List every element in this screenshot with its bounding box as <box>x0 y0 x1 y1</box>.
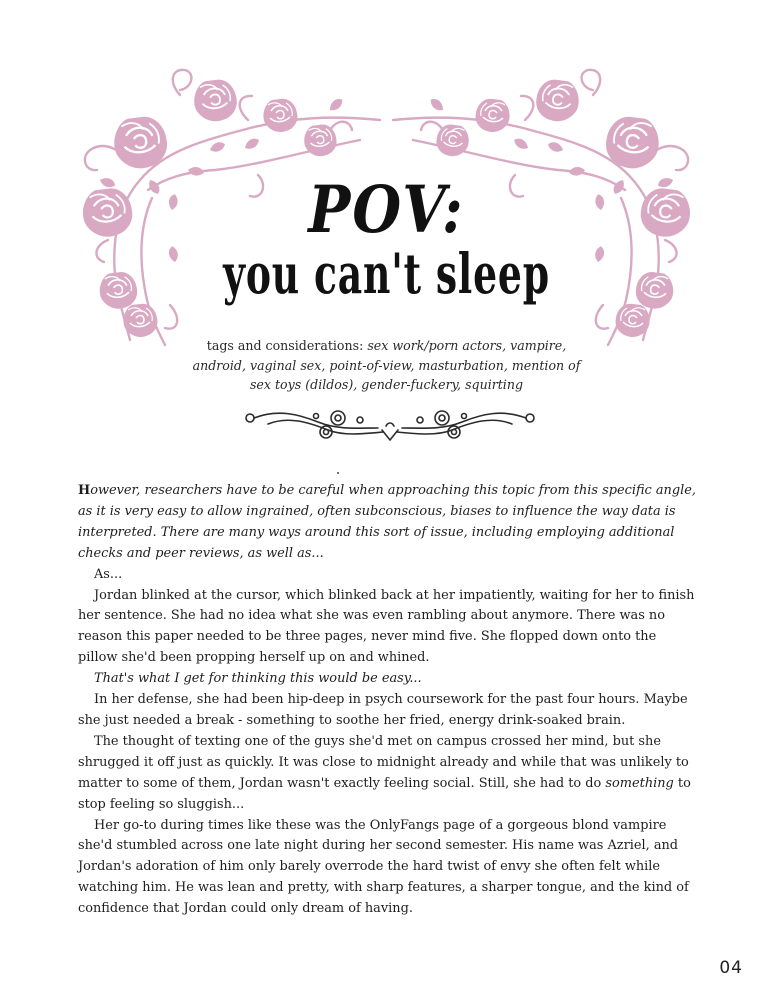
page-title: POV: <box>308 172 465 248</box>
tags-label: tags and considerations: <box>206 338 368 353</box>
story-paragraph-4: That's what I get for thinking this would be easy... <box>94 671 422 687</box>
flourish-divider-icon <box>238 404 542 442</box>
drop-cap: H <box>78 483 91 498</box>
story-paragraph-1: However, researchers have to be careful when approaching this topic from this specific angle, as it is very easy to allow ingrained, often subconscious, biases to influence the way data is interpreted. There are many ways around this sort of issue, including employing additional checks and peer reviews, as well as... <box>78 483 696 561</box>
story-body <box>78 481 696 920</box>
story-paragraph-2: As... <box>94 566 123 582</box>
story-paragraph-5: In her defense, she had been hip-deep in psych coursework for the past four hours. Maybe she just needed a break - something to soothe her fried, energy drink-soaked brain. <box>78 692 688 728</box>
title-block <box>0 172 773 307</box>
tags-list: sex work/porn actors, vampire, android, vaginal sex, point-of-view, masturbation, mention of sex toys (dildos), gender-fuckery, squirting <box>192 338 581 392</box>
emphasis-text: something <box>605 775 674 791</box>
content-tags <box>185 336 588 395</box>
story-paragraph-7: Her go-to during times like these was the OnlyFangs page of a gorgeous blond vampire she'd stumbled across one late night during her second semester. His name was Azriel, and Jordan's adoration of him only barely overrode the hard twist of envy she often felt while watching him. He was lean and pretty, with sharp features, a sharper tongue, and the kind of confidence that Jordan could only dream of having. <box>78 817 689 917</box>
story-paragraph-3: Jordan blinked at the cursor, which blinked back at her impatiently, waiting for her to finish her sentence. She had no idea what she was even rambling about anymore. There was no reason this paper needed to be three pages, never mind five. She flopped down onto the pillow she'd been propping herself up on and whined. <box>78 587 695 666</box>
story-paragraph-6: The thought of texting one of the guys she'd met on campus crossed her mind, but she shrugged it off just as quickly. It was close to midnight already and while that was unlikely to matter to some of them, Jordan wasn't exactly feeling social. Still, she had to do something to stop feeling so sluggish... <box>78 733 691 812</box>
stray-dot <box>337 472 339 474</box>
page-subtitle: you can't sleep <box>223 241 550 307</box>
page-number: 04 <box>719 958 743 978</box>
